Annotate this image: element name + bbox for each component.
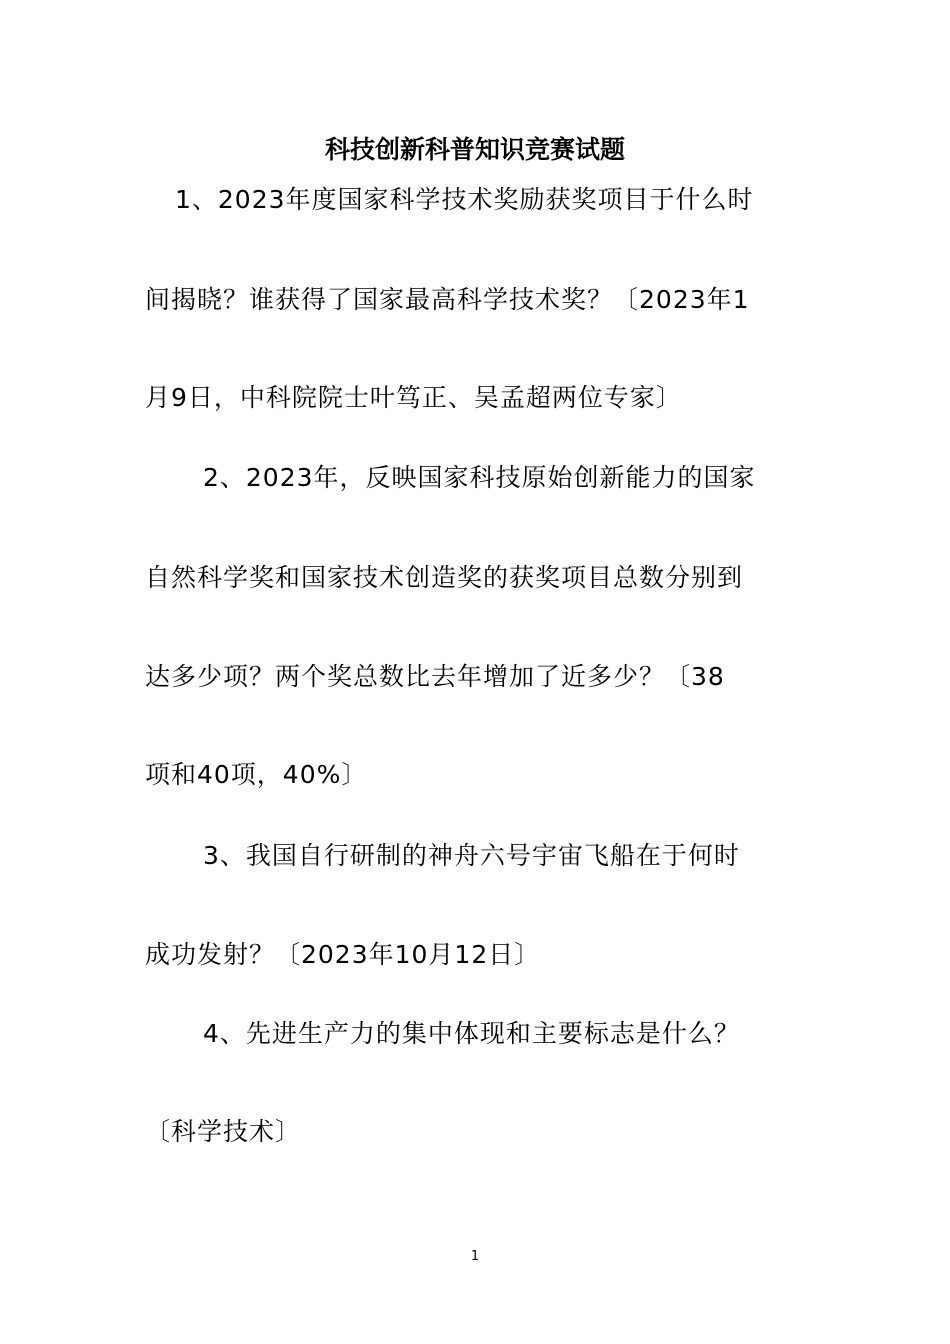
page-number: 1 [470,1249,480,1264]
question-2-line-2: 自然科学奖和国家技术创造奖的获奖项目总数分别到 [145,563,744,592]
document-title: 科技创新科普知识竞赛试题 [324,135,625,164]
question-2-line-1: 2、2023年，反映国家科技原始创新能力的国家 [203,463,756,492]
question-2-line-3: 达多少项？两个奖总数比去年增加了近多少？〔38 [145,662,725,691]
question-3-line-1: 3、我国自行研制的神舟六号宇宙飞船在于何时 [203,841,740,870]
question-4-line-1: 4、先进生产力的集中体现和主要标志是什么？ [203,1019,740,1048]
question-1-line-1: 1、2023年度国家科学技术奖励获奖项目于什么时 [175,185,754,214]
question-4-answer: 〔科学技术〕 [145,1117,302,1146]
question-3-line-2: 成功发射？〔2023年10月12日〕 [145,940,541,969]
question-2-answer: 项和40项，40%〕 [145,760,368,789]
question-1-answer: 月9日，中科院院士叶笃正、吴孟超两位专家〕 [145,383,682,412]
question-1-line-2: 间揭晓？谁获得了国家最高科学技术奖？〔2023年1 [145,285,750,314]
